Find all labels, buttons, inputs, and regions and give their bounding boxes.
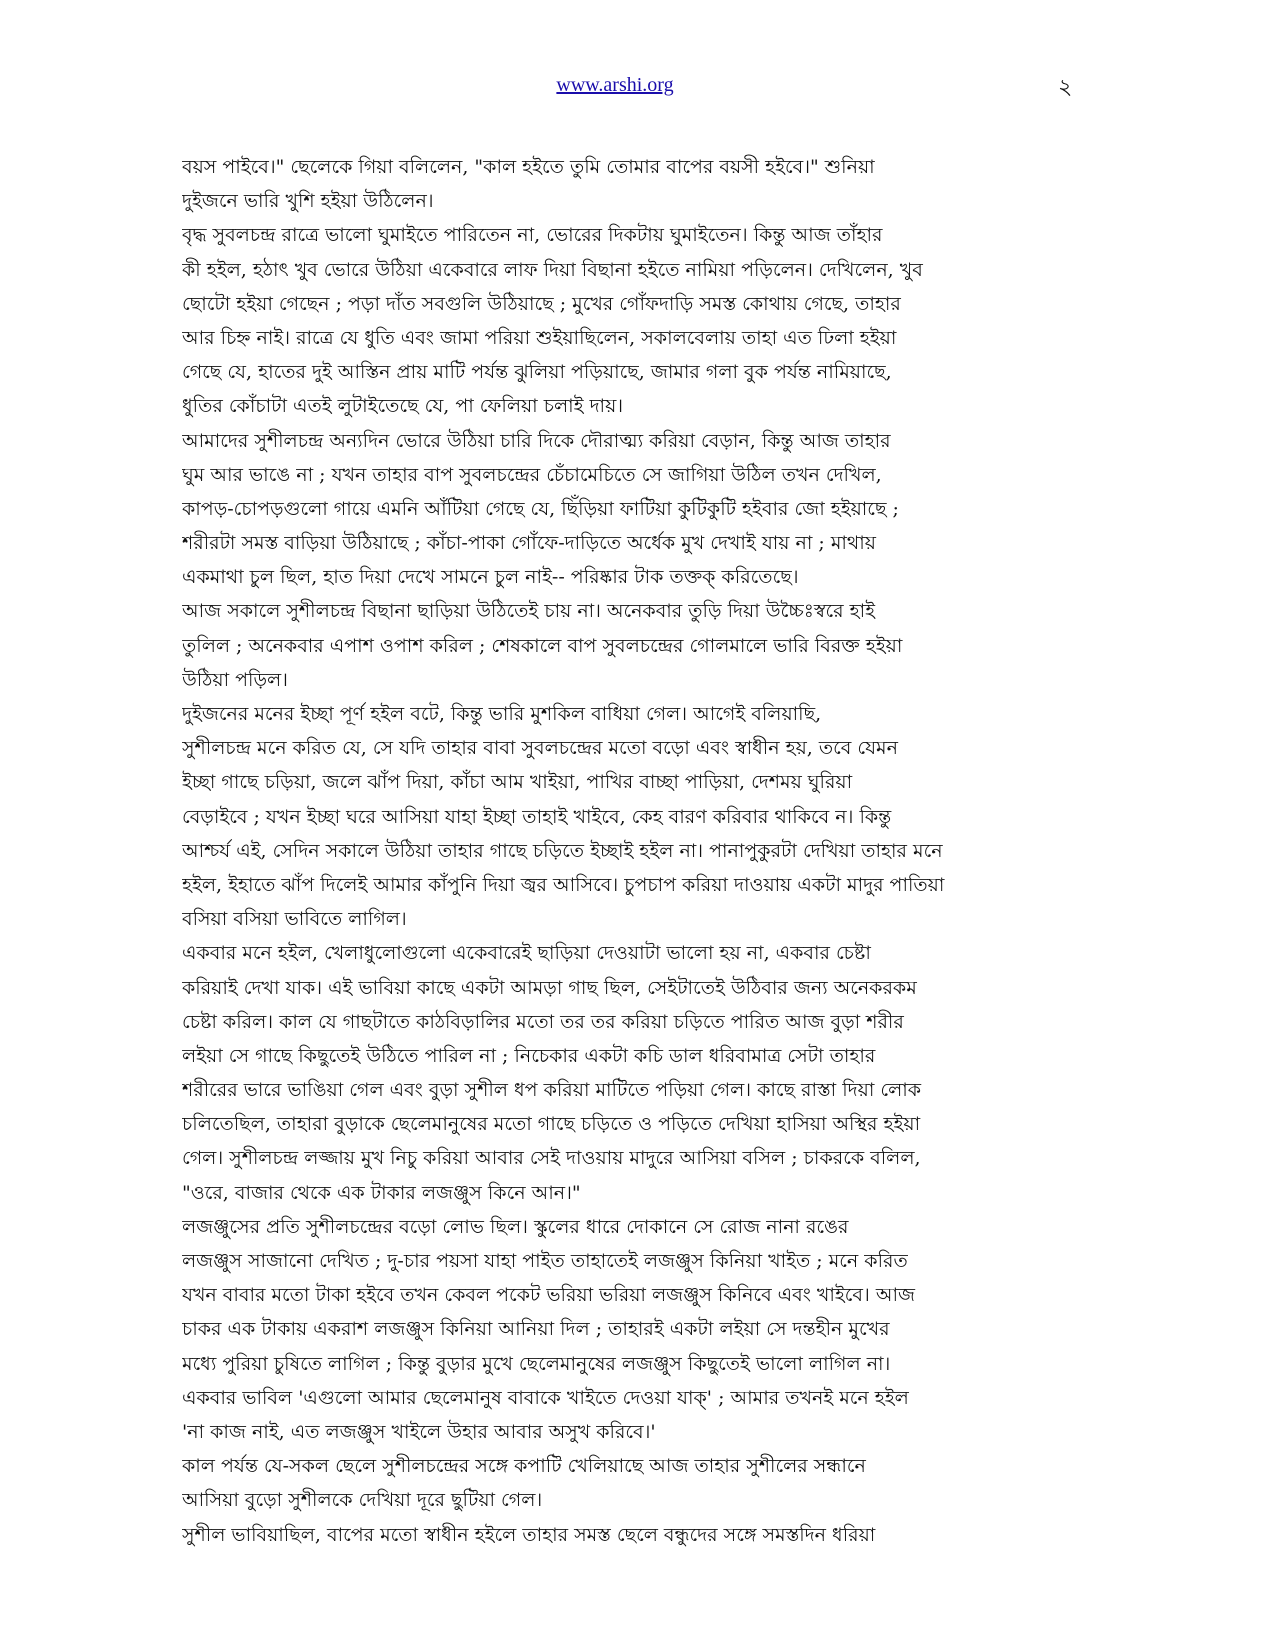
text-line: আমাদের সুশীলচন্দ্র অন্যদিন ভোরে উঠিয়া চারি দিকে দৌরাত্ম্য করিয়া বেড়ান, কিন্তু আজ তাহার (182, 429, 891, 452)
text-line: সুশীলচন্দ্র মনে করিত যে, সে যদি তাহার বাবা সুবলচন্দ্রের মতো বড়ো এবং স্বাধীন হয়, তবে যেমন (182, 737, 898, 760)
text-line: গেছে যে, হাতের দুই আস্তিন প্রায় মাটি পর্যন্ত ঝুলিয়া পড়িয়াছে, জামার গলা বুক পর্যন্ত নামিয়াছে, (182, 361, 892, 384)
text-line: দুইজনে ভারি খুশি হইয়া উঠিলেন। (182, 190, 434, 213)
text-line: শরীরের ভারে ভাঙিয়া গেল এবং বুড়া সুশীল ধপ করিয়া মাটিতে পড়িয়া গেল। কাছে রাস্তা দিয়া লোক (182, 1079, 922, 1102)
text-line: আর চিহ্ন নাই। রাত্রে যে ধুতি এবং জামা পরিয়া শুইয়াছিলেন, সকালবেলায় তাহা এত ঢিলা হইয়া (182, 326, 897, 349)
text-line: আসিয়া বুড়ো সুশীলকে দেখিয়া দূরে ছুটিয়া গেল। (182, 1489, 543, 1512)
text-line: একমাথা চুল ছিল, হাত দিয়া দেখে সামনে চুল নাই-- পরিষ্কার টাক তক্তক্ করিতেছে। (182, 566, 799, 589)
text-line: কী হইল, হঠাৎ খুব ভোরে উঠিয়া একেবারে লাফ দিয়া বিছানা হইতে নামিয়া পড়িলেন। দেখিলেন, খুব (182, 258, 923, 281)
text-line: উঠিয়া পড়িল। (182, 668, 288, 691)
text-line: হইল, ইহাতে ঝাঁপ দিলেই আমার কাঁপুনি দিয়া জ্বর আসিবে। চুপচাপ করিয়া দাওয়ায় একটা মাদুর পাতিয়া (182, 873, 945, 896)
text-line: করিয়াই দেখা যাক। এই ভাবিয়া কাছে একটা আমড়া গাছ ছিল, সেইটাতেই উঠিবার জন্য অনেকরকম (182, 976, 917, 999)
text-line: চাকর এক টাকায় একরাশ লজঞ্জুস কিনিয়া আনিয়া দিল ; তাহারই একটা লইয়া সে দন্তহীন মুখের (182, 1318, 890, 1341)
text-line: বয়স পাইবে।" ছেলেকে গিয়া বলিলেন, "কাল হইতে তুমি তোমার বাপের বয়সী হইবে।" শুনিয়া (182, 156, 875, 178)
text-line: চেষ্টা করিল। কাল যে গাছটাতে কাঠবিড়ালির মতো তর তর করিয়া চড়িতে পারিত আজ বুড়া শরীর (182, 1010, 904, 1033)
text-line: "ওরে, বাজার থেকে এক টাকার লজঞ্জুস কিনে আন।" (182, 1181, 581, 1204)
text-line: ধুতির কোঁচাটা এতই লুটাইতেছে যে, পা ফেলিয়া চলাই দায়। (182, 395, 624, 418)
text-line: বৃদ্ধ সুবলচন্দ্র রাত্রে ভালো ঘুমাইতে পারিতেন না, ভোরের দিকটায় ঘুমাইতেন। কিন্তু আজ তাঁহার (182, 224, 883, 247)
text-line: চলিতেছিল, তাহারা বুড়াকে ছেলেমানুষের মতো গাছে চড়িতে ও পড়িতে দেখিয়া হাসিয়া অস্থির হইয়া (182, 1113, 921, 1136)
text-line: ঘুম আর ভাঙে না ; যখন তাহার বাপ সুবলচন্দ্রের চেঁচামেচিতে সে জাগিয়া উঠিল তখন দেখিল, (182, 463, 882, 486)
text-line: আজ সকালে সুশীলচন্দ্র বিছানা ছাড়িয়া উঠিতেই চায় না। অনেকবার তুড়ি দিয়া উচ্চৈঃস্বরে হাই (182, 600, 875, 623)
text-line: 'না কাজ নাই, এত লজঞ্জুস খাইলে উহার আবার অসুখ করিবে।' (182, 1420, 656, 1443)
text-line: ছোটো হইয়া গেছেন ; পড়া দাঁত সবগুলি উঠিয়াছে ; মুখের গোঁফদাড়ি সমস্ত কোথায় গেছে, তাহার (182, 292, 901, 315)
text-line: ইচ্ছা গাছে চড়িয়া, জলে ঝাঁপ দিয়া, কাঁচা আম খাইয়া, পাখির বাচ্ছা পাড়িয়া, দেশময় ঘুরিয়া (182, 771, 853, 794)
site-url-link[interactable]: www.arshi.org (556, 74, 674, 96)
text-line: দুইজনের মনের ইচ্ছা পূর্ণ হইল বটে, কিন্তু ভারি মুশকিল বাধিয়া গেল। আগেই বলিয়াছি, (182, 703, 822, 725)
page-number: ২ (1058, 75, 1073, 100)
text-line: লজঞ্জুসের প্রতি সুশীলচন্দ্রের বড়ো লোভ ছিল। স্কুলের ধারে দোকানে সে রোজ নানা রঙের (182, 1215, 849, 1238)
text-line: তুলিল ; অনেকবার এপাশ ওপাশ করিল ; শেষকালে বাপ সুবলচন্দ্রের গোলমালে ভারি বিরক্ত হইয়া (182, 634, 903, 657)
text-line: কাপড়-চোপড়গুলো গায়ে এমনি আঁটিয়া গেছে যে, ছিঁড়িয়া ফাটিয়া কুটিকুটি হইবার জো হইয়াছে ; (182, 497, 899, 520)
story-body (182, 150, 1062, 1552)
text-line: বসিয়া বসিয়া ভাবিতে লাগিল। (182, 908, 407, 931)
text-line: মধ্যে পুরিয়া চুষিতে লাগিল ; কিন্তু বুড়ার মুখে ছেলেমানুষের লজঞ্জুস কিছুতেই ভালো লাগিল না। (182, 1352, 891, 1375)
text-line: একবার ভাবিল 'এগুলো আমার ছেলেমানুষ বাবাকে খাইতে দেওয়া যাক্' ; আমার তখনই মনে হইল (182, 1386, 909, 1409)
text-line: গেল। সুশীলচন্দ্র লজ্জায় মুখ নিচু করিয়া আবার সেই দাওয়ায় মাদুরে আসিয়া বসিল ; চাকরকে বলিল, (182, 1147, 921, 1170)
text-line: কাল পর্যন্ত যে-সকল ছেলে সুশীলচন্দ্রের সঙ্গে কপাটি খেলিয়াছে আজ তাহার সুশীলের সন্ধানে (182, 1455, 866, 1478)
text-line: লইয়া সে গাছে কিছুতেই উঠিতে পারিল না ; নিচেকার একটা কচি ডাল ধরিবামাত্র সেটা তাহার (182, 1044, 876, 1067)
text-line: লজঞ্জুস সাজানো দেখিত ; দু-চার পয়সা যাহা পাইত তাহাতেই লজঞ্জুস কিনিয়া খাইত ; মনে করিত (182, 1250, 908, 1272)
text-line: যখন বাবার মতো টাকা হইবে তখন কেবল পকেট ভরিয়া ভরিয়া লজঞ্জুস কিনিবে এবং খাইবে। আজ (182, 1284, 915, 1307)
text-line: একবার মনে হইল, খেলাধুলোগুলো একেবারেই ছাড়িয়া দেওয়াটা ভালো হয় না, একবার চেষ্টা (182, 942, 871, 965)
text-line: বেড়াইবে ; যখন ইচ্ছা ঘরে আসিয়া যাহা ইচ্ছা তাহাই খাইবে, কেহ বারণ করিবার থাকিবে ন। কিন্তু (182, 805, 892, 828)
text-line: আশ্চর্য এই, সেদিন সকালে উঠিয়া তাহার গাছে চড়িতে ইচ্ছাই হইল না। পানাপুকুরটা দেখিয়া তাহার মনে (182, 839, 943, 862)
text-line: শরীরটা সমস্ত বাড়িয়া উঠিয়াছে ; কাঁচা-পাকা গোঁফে-দাড়িতে অর্ধেক মুখ দেখাই যায় না ; মাথায় (182, 532, 876, 555)
text-line: সুশীল ভাবিয়াছিল, বাপের মতো স্বাধীন হইলে তাহার সমস্ত ছেলে বন্ধুদের সঙ্গে সমস্তদিন ধরিয়া (182, 1523, 876, 1546)
